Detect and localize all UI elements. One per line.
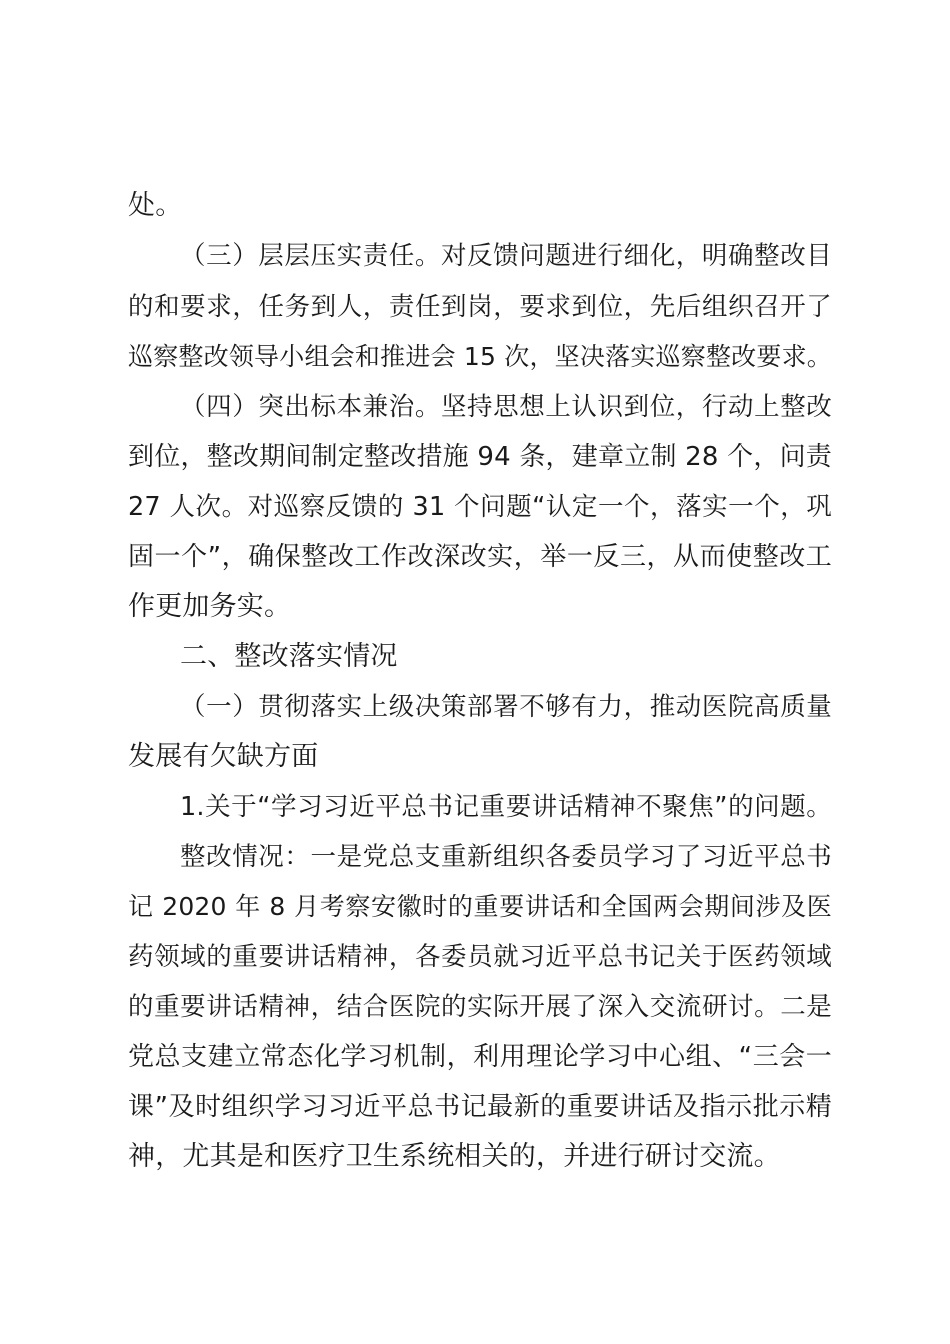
text-line-14: 整改情况：一是党总支重新组织各委员学习了习近平总书 — [180, 842, 832, 872]
text-line-13: 1.关于“学习习近平总书记重要讲话精神不聚焦”的问题。 — [180, 792, 832, 822]
text-line-12: 发展有欠缺方面 — [128, 741, 319, 772]
section-heading: 二、整改落实情况 — [180, 641, 398, 672]
text-line-2: （三）层层压实责任。对反馈问题进行细化，明确整改目 — [180, 241, 832, 271]
text-line-20: 神，尤其是和医疗卫生系统相关的，并进行研讨交流。 — [128, 1141, 781, 1172]
text-line-15: 记 2020 年 8 月考察安徽时的重要讲话和全国两会期间涉及医 — [128, 892, 832, 921]
text-line-11: （一）贯彻落实上级决策部署不够有力，推动医院高质量 — [180, 692, 832, 722]
text-line-6: 到位，整改期间制定整改措施 94 条，建章立制 28 个，问责 — [128, 442, 832, 472]
text-line-8: 固一个”，确保整改工作改深改实，举一反三，从而使整改工 — [128, 542, 832, 572]
text-line-17: 的重要讲话精神，结合医院的实际开展了深入交流研讨。二是 — [128, 992, 832, 1022]
text-line-1: 处。 — [128, 190, 183, 221]
text-line-7: 27 人次。对巡察反馈的 31 个问题“认定一个，落实一个，巩 — [128, 492, 832, 522]
text-line-16: 药领域的重要讲话精神，各委员就习近平总书记关于医药领域 — [128, 942, 832, 972]
text-line-19: 课”及时组织学习习近平总书记最新的重要讲话及指示批示精 — [128, 1092, 832, 1122]
text-line-3: 的和要求，任务到人，责任到岗，要求到位，先后组织召开了 — [128, 292, 832, 322]
text-line-4: 巡察整改领导小组会和推进会 15 次，坚决落实巡察整改要求。 — [128, 342, 832, 371]
text-line-9: 作更加务实。 — [128, 591, 292, 622]
text-line-5: （四）突出标本兼治。坚持思想上认识到位，行动上整改 — [180, 392, 832, 422]
text-line-18: 党总支建立常态化学习机制，利用理论学习中心组、“三会一 — [128, 1042, 832, 1072]
